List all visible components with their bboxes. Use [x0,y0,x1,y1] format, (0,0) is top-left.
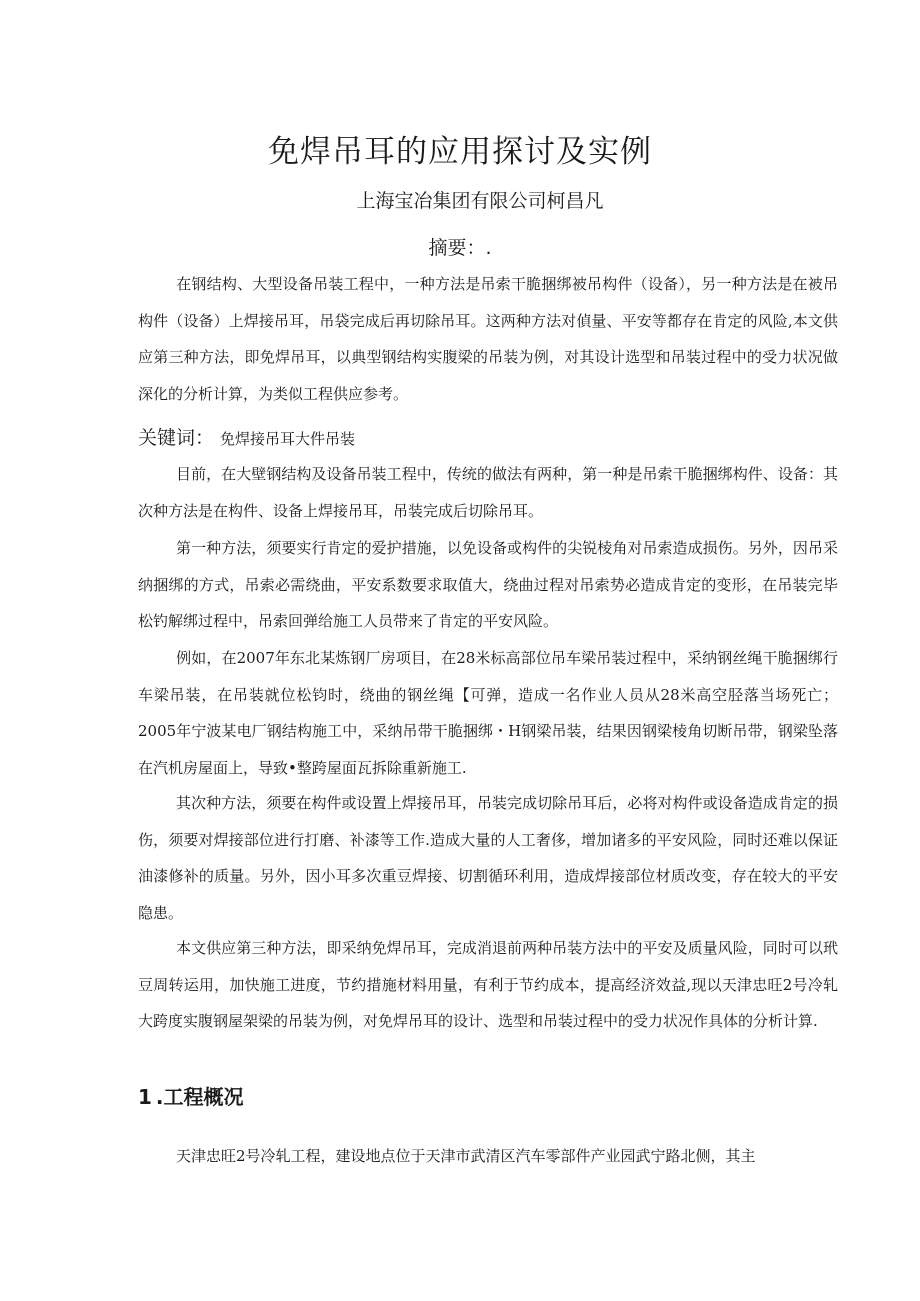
keywords-line [138,424,838,453]
paragraph-text: 天津忠旺2号冷轧工程，建设地点位于天津市武清区汽车零部件产业园武宁路北侧，其主 [176,1147,756,1165]
keywords-text: 免焊接吊耳大件吊装 [220,430,356,448]
abstract-text: 在钢结构、大型设备吊装工程中，一种方法是吊索干脆捆绑被吊构件（设备），另一种方法是在被吊构件（设备）上焊接吊耳，吊袋完成后再切除吊耳。这两种方法对偵量、平安等都存在肯定的风险,本文供应第三种方法，即免焊吊耳，以典型钢结构实腹梁的吊装为例，对其设计选型和吊装过程中的受力状况做深化的分析计算，为类似工程供应参考。 [138,275,838,403]
paragraph-text: 其次种方法，须要在构件或设置上焊接吊耳，吊装完成切除吊耳后，必将对构件或设备造成肯定的损伤，须要对焊接部位进行打磨、补漆等工作.造成大量的人工奢侈，增加诸多的平安风险，同时还难以保证油漆修补的质量。另外，因小耳多次重豆焊接、切割循环利用，造成焊接部位材质改变，存在较大的平安隐患。 [138,794,838,922]
body-paragraph [138,930,838,1040]
paragraph-text: 本文供应第三种方法，即采纳免焊吊耳，完成消退前两种吊装方法中的平安及质量风险，同时可以玳豆周转运用，加快施工进度，节约措施材料用量，有利于节约成本，提高经济效益,现以天津忠旺2号冷轧大跨度实腹钢屋架梁的吊装为例，对免焊吊耳的设计、选型和吊装过程中的受力状况作具体的分析计算. [138,939,838,1030]
abstract-paragraph [138,266,838,412]
body-paragraph [138,456,838,529]
abstract-heading: 摘要：. [428,237,492,259]
keywords-label: 关键词： [138,427,215,449]
paragraph-text: 例如，在2007年东北某炼钢厂房项目，在28米标高部位吊车梁吊装过程中，采纳钢丝绳干脆捆绑行车梁吊装，在吊装就位松钧时，绕曲的钢丝绳【可弹，造成一名作业人员从28米高空胫落当场死亡；2005年宁波某电厂钢结构施工中，采纳吊带干脆捆绑・H钢梁吊装，结果因钢梁棱角切断吊带，钢梁坠落在汽机房屋面上，导致•整跨屋面瓦拆除重新施工. [138,649,838,777]
body-paragraph [138,1138,838,1175]
body-paragraph [138,785,838,931]
paragraph-text: 第一种方法，须要实行肯定的爱护措施，以免设备或构件的尖锐棱角对吊索造成损伤。另外，因吊采纳捆绑的方式，吊索必需绕曲，平安系数要求取值大，绕曲过程对吊索势必造成肯定的变形，在吊装完毕松钓解绑过程中，吊索回弹给施工人员带来了肯定的平安风险。 [138,539,838,630]
section-heading [138,1081,244,1110]
section-title: .工程概况 [155,1085,244,1109]
body-paragraph [138,640,838,786]
section-number: 1 [138,1085,152,1109]
document-title: 免焊吊耳的应用探讨及实例 [268,134,652,170]
body-paragraph [138,530,838,640]
author-line: 上海宝冶集团有限公司柯昌凡 [356,190,604,212]
paragraph-text: 目前，在大壁钢结构及设备吊装工程中，传统的做法有两种，第一种是吊索干脆捆绑构件、设备：其次种方法是在构件、设备上焊接吊耳，吊装完成后切除吊耳。 [138,465,838,520]
